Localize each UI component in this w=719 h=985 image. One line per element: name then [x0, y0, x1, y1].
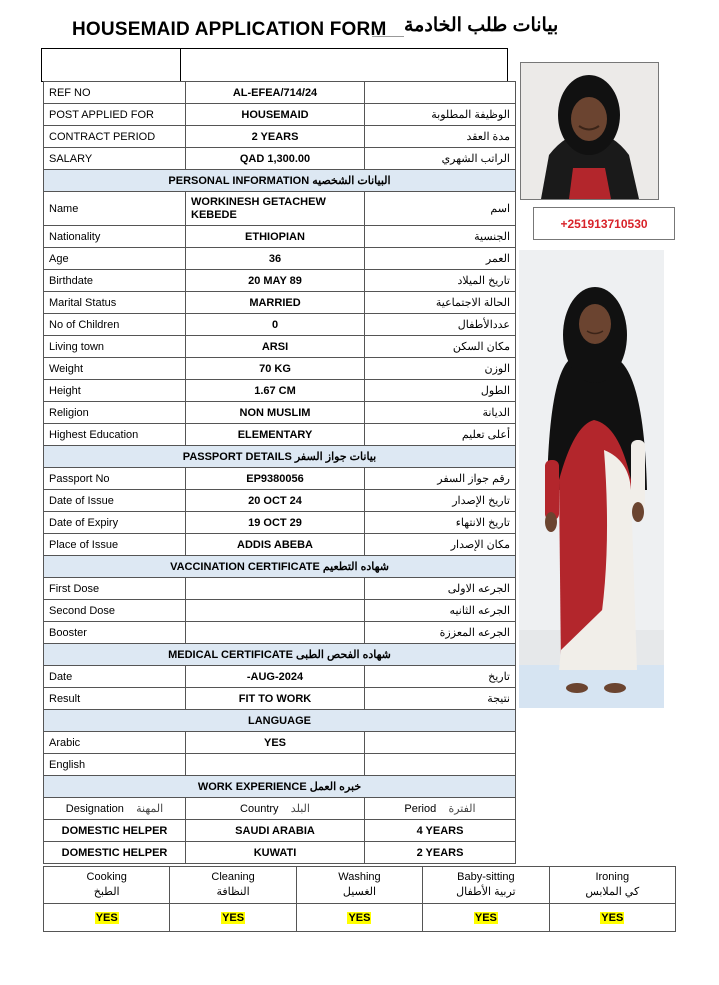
- table-row: [44, 402, 516, 424]
- field-label: Nationality: [44, 226, 186, 248]
- field-label: Weight: [44, 358, 186, 380]
- section-header-medical: [44, 644, 516, 666]
- field-label-ar: مكان السكن: [365, 336, 516, 358]
- table-row: [44, 336, 516, 358]
- form-title: HOUSEMAID APPLICATION FORM: [72, 19, 387, 40]
- field-label: Passport No: [44, 468, 186, 490]
- field-label: Height: [44, 380, 186, 402]
- field-label-ar: تاريخ الإصدار: [365, 490, 516, 512]
- field-label-ar: [365, 732, 516, 754]
- table-row: [44, 148, 516, 170]
- blank-cell: [42, 49, 181, 81]
- section-title-en: MEDICAL CERTIFICATE: [168, 649, 293, 661]
- section-title-en: LANGUAGE: [44, 710, 516, 732]
- field-label: REF NO: [44, 82, 186, 104]
- field-label-ar: تاريخ: [365, 666, 516, 688]
- section-header-vaccination: [44, 556, 516, 578]
- skill-label-ar: الطبخ: [93, 886, 120, 898]
- blank-cell: [181, 49, 507, 81]
- field-label-ar: العمر: [365, 248, 516, 270]
- field-label-ar: مدة العقد: [365, 126, 516, 148]
- skill-label-ar: تربية الأطفال: [456, 886, 516, 898]
- field-value: YES: [186, 732, 365, 754]
- skill-header-cooking: [44, 867, 170, 904]
- field-label: CONTRACT PERIOD: [44, 126, 186, 148]
- skill-header-washing: [296, 867, 422, 904]
- field-label: Result: [44, 688, 186, 710]
- section-header-personal: [44, 170, 516, 192]
- col-header-ar: البلد: [290, 803, 310, 815]
- skill-label-ar: كي الملابس: [585, 886, 640, 898]
- col-header-ar: الفترة: [448, 803, 476, 815]
- section-header-passport: [44, 446, 516, 468]
- table-row: [44, 688, 516, 710]
- field-value: [186, 622, 365, 644]
- field-label: Date of Expiry: [44, 512, 186, 534]
- field-label-ar: رقم جواز السفر: [365, 468, 516, 490]
- skill-label-en: Ironing: [595, 871, 630, 883]
- table-row: [44, 600, 516, 622]
- table-row: [44, 226, 516, 248]
- section-header-work: [44, 776, 516, 798]
- section-title-ar: بيانات جواز السفر: [294, 451, 377, 463]
- field-label: Date: [44, 666, 186, 688]
- skills-header-row: [44, 867, 676, 904]
- work-period: 2 YEARS: [365, 842, 516, 864]
- skill-value: YES: [95, 911, 118, 924]
- field-value: EP9380056: [186, 468, 365, 490]
- application-table: [43, 81, 516, 864]
- field-label: Age: [44, 248, 186, 270]
- field-label-ar: الراتب الشهري: [365, 148, 516, 170]
- skill-value: YES: [222, 911, 245, 924]
- section-title-ar: البيانات الشخصيه: [312, 175, 391, 187]
- field-label-ar: اسم: [365, 192, 516, 226]
- field-label-ar: تاريخ الميلاد: [365, 270, 516, 292]
- field-label-ar: الطول: [365, 380, 516, 402]
- field-label-ar: الجرعه الثانيه: [365, 600, 516, 622]
- table-row: [44, 192, 516, 226]
- work-country: SAUDI ARABIA: [186, 820, 365, 842]
- form-title-arabic: بيانات طلب الخادمة: [404, 15, 559, 36]
- field-value: AL-EFEA/714/24: [186, 82, 365, 104]
- work-designation: DOMESTIC HELPER: [44, 820, 186, 842]
- table-row: [44, 754, 516, 776]
- field-value: 20 OCT 24: [186, 490, 365, 512]
- field-label-ar: الوظيفة المطلوبة: [365, 104, 516, 126]
- field-value: [186, 578, 365, 600]
- section-header-language: [44, 710, 516, 732]
- field-label-ar: الوزن: [365, 358, 516, 380]
- section-title-ar: خبره العمل: [309, 781, 362, 793]
- section-title-en: WORK EXPERIENCE: [197, 781, 307, 793]
- field-label: Booster: [44, 622, 186, 644]
- field-label: First Dose: [44, 578, 186, 600]
- field-value: 36: [186, 248, 365, 270]
- field-label: Living town: [44, 336, 186, 358]
- field-value: -AUG-2024: [186, 666, 365, 688]
- table-row: [44, 820, 516, 842]
- skill-label-ar: النظافة: [216, 886, 250, 898]
- work-column-headers: [44, 798, 516, 820]
- field-label-ar: الجرعه الاولى: [365, 578, 516, 600]
- table-row: [44, 578, 516, 600]
- skill-header-baby-sitting: [423, 867, 549, 904]
- section-title-ar: شهاده التطعيم: [322, 561, 389, 573]
- field-label: Arabic: [44, 732, 186, 754]
- table-row: [44, 622, 516, 644]
- field-label: Marital Status: [44, 292, 186, 314]
- skill-value: YES: [601, 911, 624, 924]
- field-label: English: [44, 754, 186, 776]
- skills-table: [43, 866, 676, 932]
- field-value: 1.67 CM: [186, 380, 365, 402]
- section-title-en: PERSONAL INFORMATION: [168, 175, 310, 187]
- skill-label-ar: الغسيل: [342, 886, 377, 898]
- skill-label-en: Baby-sitting: [457, 871, 515, 883]
- field-value: 19 OCT 29: [186, 512, 365, 534]
- field-label: Religion: [44, 402, 186, 424]
- field-label-ar: [365, 754, 516, 776]
- field-value: ARSI: [186, 336, 365, 358]
- skill-header-cleaning: [170, 867, 296, 904]
- table-row: [44, 490, 516, 512]
- table-row: [44, 248, 516, 270]
- skill-label-en: Cleaning: [211, 871, 255, 883]
- col-header-ar: المهنة: [136, 803, 164, 815]
- field-label-ar: الجرعه المعززة: [365, 622, 516, 644]
- work-country: KUWATI: [186, 842, 365, 864]
- section-title-en: VACCINATION CERTIFICATE: [170, 561, 320, 573]
- table-row: [44, 424, 516, 446]
- table-row: [44, 468, 516, 490]
- field-value: MARRIED: [186, 292, 365, 314]
- work-period: 4 YEARS: [365, 820, 516, 842]
- table-row: [44, 666, 516, 688]
- field-value: 2 YEARS: [186, 126, 365, 148]
- col-header-en: Period: [404, 803, 437, 815]
- field-value: NON MUSLIM: [186, 402, 365, 424]
- full-body-illustration: [519, 250, 664, 708]
- field-label: Highest Education: [44, 424, 186, 446]
- table-row: [44, 534, 516, 556]
- col-header-en: Designation: [65, 803, 124, 815]
- field-label: SALARY: [44, 148, 186, 170]
- title-underline: [372, 36, 404, 37]
- field-value: QAD 1,300.00: [186, 148, 365, 170]
- skill-label-en: Cooking: [86, 871, 127, 883]
- skill-label-en: Washing: [338, 871, 381, 883]
- field-label: No of Children: [44, 314, 186, 336]
- field-value: HOUSEMAID: [186, 104, 365, 126]
- full-body-photo: [519, 250, 664, 708]
- field-label-ar: الجنسية: [365, 226, 516, 248]
- table-row: [44, 126, 516, 148]
- skill-value: YES: [474, 911, 497, 924]
- field-value: 20 MAY 89: [186, 270, 365, 292]
- work-designation: DOMESTIC HELPER: [44, 842, 186, 864]
- section-title-en: PASSPORT DETAILS: [182, 451, 292, 463]
- table-row: [44, 270, 516, 292]
- field-label: Second Dose: [44, 600, 186, 622]
- field-label-ar: الحالة الاجتماعية: [365, 292, 516, 314]
- table-row: [44, 512, 516, 534]
- table-row: [44, 842, 516, 864]
- field-label-ar: نتيجة: [365, 688, 516, 710]
- field-label-ar: تاريخ الانتهاء: [365, 512, 516, 534]
- table-row: [44, 380, 516, 402]
- blank-header-box: [41, 48, 508, 82]
- col-header-en: Country: [240, 803, 279, 815]
- field-label-ar: عددالأطفال: [365, 314, 516, 336]
- field-label-ar: [365, 82, 516, 104]
- field-label-ar: الديانة: [365, 402, 516, 424]
- field-value: ELEMENTARY: [186, 424, 365, 446]
- field-value: 0: [186, 314, 365, 336]
- field-value: WORKINESH GETACHEW KEBEDE: [186, 192, 365, 226]
- field-label-ar: مكان الإصدار: [365, 534, 516, 556]
- section-title-ar: شهاده الفحص الطبى: [296, 649, 391, 661]
- portrait-photo: [520, 62, 659, 200]
- field-value: 70 KG: [186, 358, 365, 380]
- skill-value: YES: [348, 911, 371, 924]
- field-label-ar: أعلى تعليم: [365, 424, 516, 446]
- field-value: ADDIS ABEBA: [186, 534, 365, 556]
- table-row: [44, 104, 516, 126]
- skills-value-row: [44, 904, 676, 932]
- field-label: Name: [44, 192, 186, 226]
- field-label: POST APPLIED FOR: [44, 104, 186, 126]
- field-label: Place of Issue: [44, 534, 186, 556]
- table-row: [44, 358, 516, 380]
- field-value: ETHIOPIAN: [186, 226, 365, 248]
- table-row: [44, 314, 516, 336]
- field-label: Birthdate: [44, 270, 186, 292]
- field-value: [186, 754, 365, 776]
- field-value: [186, 600, 365, 622]
- skill-header-ironing: [549, 867, 675, 904]
- field-value: FIT TO WORK: [186, 688, 365, 710]
- portrait-illustration: [521, 63, 658, 199]
- table-row: [44, 732, 516, 754]
- table-row: [44, 82, 516, 104]
- table-row: [44, 292, 516, 314]
- phone-number: +251913710530: [533, 207, 675, 240]
- field-label: Date of Issue: [44, 490, 186, 512]
